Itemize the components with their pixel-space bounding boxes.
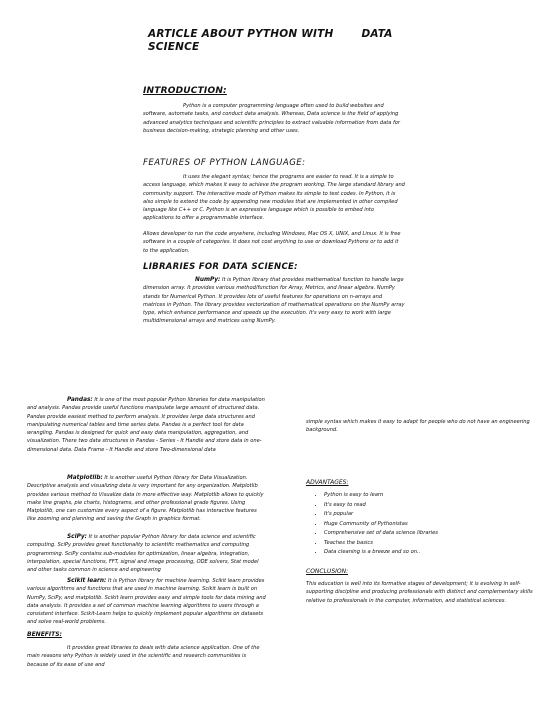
title-line-1b: DATA xyxy=(361,28,393,40)
title-line-1: ARTICLE ABOUT PYTHON WITH xyxy=(148,28,334,40)
matplotlib-text: It is another useful Python library for Data Visualization. Descriptive analysis and visualizing data is very important for any organization. Matplotlib provides various method to Visualize data in more effective way. Matplotlib allows to quickly make line graphs, pie charts, histograms, and other professional grade figures. Using Matplotlib, one can customize every aspect of a figure. Matplotlib has interactive features like zooming and planning and saving the Graph in graphics format. xyxy=(27,475,264,523)
advantages-list xyxy=(306,491,544,558)
list-item: • It's easy to read xyxy=(324,501,544,511)
title-line-2: SCIENCE xyxy=(148,41,200,53)
advantages-heading: ADVANTAGES: xyxy=(306,479,349,486)
article-title xyxy=(148,28,448,54)
matplotlib-label: Matplotlib: xyxy=(67,475,103,481)
introduction-heading: INTRODUCTION: xyxy=(143,86,227,96)
benefits-text: It provides great libraries to deals with data science application. One of the main reasons why Python is widely used in the scientific and research communities is because of its ease of use and xyxy=(27,645,260,668)
list-item: • Python is easy to learn xyxy=(324,491,544,501)
numpy-label: NumPy: xyxy=(195,277,221,283)
numpy-text: It is Python library that provides mathematical function to handle large dimension array. It provides various method/function for Array, Metrics, and linear algebra. NumPy stands for Numerical Python. It provides lots of useful features for operations on n-arrays and matrices in Python. The library provides vectorization of mathematical operations on the NumPy array type, which enhance performance and speeds up the execution. It's very easy to work with large multidimensional arrays and matrices using NumPy. xyxy=(143,277,405,325)
scipy-text: It is another popular Python library for data science and scientific computing. SciPy provides great functionality to scientific mathematics and computing programming. SciPy contains sub-modules for optimization, linear algebra, integration, interpolation, special functions, FFT, signal and image processing, ODE solvers, Stat model and other tasks common in science and engineering xyxy=(27,534,259,574)
sklearn-paragraph xyxy=(27,577,267,627)
matplotlib-paragraph xyxy=(27,474,267,524)
pandas-text: It is one of the most popular Python libraries for data manipulation and analysis. Pandas provide useful functions manipulate large amount of structured data. Pandas provide easiest method to perform analysis. It provides large data structures and manipulating numerical tables and time series data. Pandas is a perfect tool for data wrangling. Pandas is designed for quick and easy data manipulation, aggregation, and visualization. There two data structures in Pandas - Series - It Handle and store data in one-dimensional data. Data Frame - It Handle and store Two-dimensional data xyxy=(27,397,265,453)
pandas-paragraph xyxy=(27,396,267,454)
scipy-label: SciPy: xyxy=(67,534,87,540)
scipy-paragraph xyxy=(27,533,267,574)
features-heading: FEATURES OF PYTHON LANGUAGE: xyxy=(143,158,306,168)
features-text: It uses the elegant syntax; hence the programs are easier to read. It is a simple to access language, which makes it easy to achieve the program working. The large standard library and community support. The interactive mode of Python makes its simple to test codes. In Python, it is also simple to extend the code by appending new modules that are implemented in other compiled language like C++ or C. Python is an expressive language which is possible to embed into applications to offer a programmable interface. xyxy=(143,174,405,222)
list-item: • Data cleaning is a breeze and so on.. xyxy=(324,548,544,558)
numpy-paragraph xyxy=(143,276,405,326)
features-text-2: Allows developer to run the code anywhere, including Windows, Mac OS X, UNIX, and Linux. It is free software in a couple of categories. It does not cost anything to use or download Pythons or to add it to the application. xyxy=(143,231,401,254)
benefits-continued: simple syntax which makes it easy to adapt for people who do not have an engineering background. xyxy=(306,419,530,434)
conclusion-text: This education is well into its formative stages of development; it is evolving in self-supporting discipline and producing professionals with distinct and complementary skills relative to professionals in the computer, information, and statistical sciences. xyxy=(306,581,533,604)
introduction-text: Python is a computer programming language often used to build websites and software, automate tasks, and conduct data analysis. Whereas, Data science is the field of applying advanced analytics techniques and scientific principles to extract valuable information from data for business decision-making, strategic planning and other uses. xyxy=(143,103,400,134)
conclusion-heading: CONCLUSION: xyxy=(306,568,349,575)
pandas-label: Pandas: xyxy=(67,397,93,403)
benefits-heading: BENEFITS: xyxy=(27,631,62,638)
sklearn-text: It is Python library for machine learning. Scikit learn provides various algorithms and functions that are used in machine learning. Scikit learn is built on NumPy, SciPy, and matplotlib. Scikit learn provides easy and simple tools for data mining and data analysis. It provides a set of common machine learning algorithms to users through a consistent interface. Scikit-Learn helps to quickly implement popular algorithms on datasets and solve real-world problems. xyxy=(27,578,266,626)
list-item: • It's popular xyxy=(324,510,544,520)
list-item: • Huge Community of Pythonistas xyxy=(324,520,544,530)
sklearn-label: Scikit learn: xyxy=(67,578,107,584)
list-item: • Comprehensive set of data science libraries xyxy=(324,529,544,539)
list-item: • Teaches the basics xyxy=(324,539,544,549)
libraries-heading: LIBRARIES FOR DATA SCIENCE: xyxy=(143,262,298,272)
